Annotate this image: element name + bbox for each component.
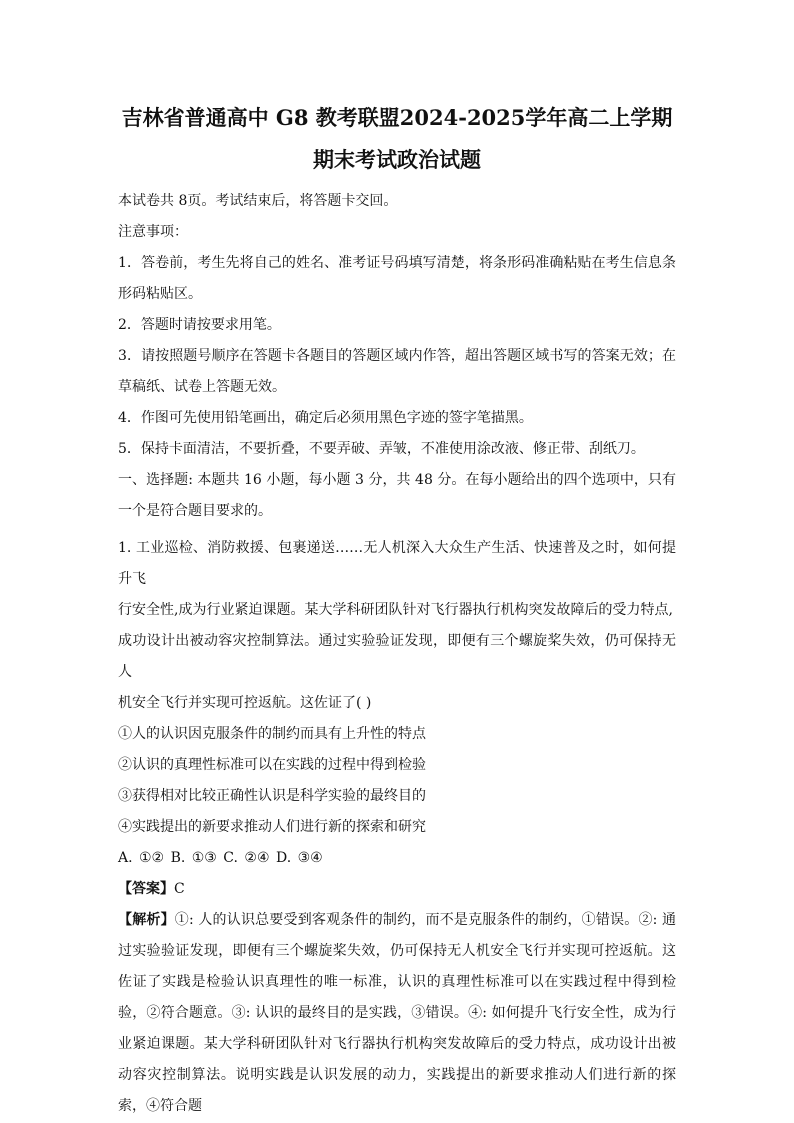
question-1-options: [118, 719, 676, 843]
answer-tag: 【答案】: [118, 881, 174, 897]
question-1-stem: [118, 533, 676, 719]
notice-item-1: 1．答卷前，考生先将自己的姓名、准考证号码填写清楚，将条形码准确粘贴在考生信息条形码粘贴区。: [118, 255, 676, 302]
title-line-2: 期末考试政治试题: [313, 147, 481, 172]
option-3: ③获得相对比较正确性认识是科学实验的最终目的: [118, 788, 426, 804]
notice-item-3: 3．请按照题号顺序在答题卡各题目的答题区域内作答，超出答题区域书写的答案无效；在草稿纸、试卷上答题无效。: [118, 348, 676, 395]
question-1-stem-line: 机安全飞行并实现可控返航。这佐证了( ): [118, 695, 372, 711]
answer-value: C: [174, 881, 185, 897]
notice-heading: 注意事项：: [118, 224, 188, 240]
answer-line: [118, 874, 676, 905]
analysis-tag: 【解析】: [118, 912, 175, 928]
analysis-text: ①: 人的认识总要受到客观条件的制约，而不是克服条件的制约，①错误。②: 通过实验验证发现，即便有三个螺旋桨失效，仍可保持无人机安全飞行并实现可控返航。这佐证了实践是检验认识真理性的唯一标准，认识的真理性标准可以在实践过程中得到检验，②符合题意。③: 认识的最终目的是实践，③错误。④: 如何提升飞行安全性，成为行业紧迫课题。某大学科研团队针对飞行器执行机构突发故障后的受力特点，成功设计出被动容灾控制算法。说明实践是认识发展的动力，实践提出的新要求推动人们进行新的探索，④符合题: [118, 912, 676, 1114]
question-1-stem-line: 成功设计出被动容灾控制算法。通过实验验证发现，即便有三个螺旋桨失效，仍可保持无人: [118, 633, 676, 680]
title-line-1: 吉林省普通高中 G8 教考联盟2024-2025学年高二上学期: [121, 105, 673, 130]
exam-instructions: [118, 186, 676, 465]
pages-note: 本试卷共 8页。考试结束后，将答题卡交回。: [118, 193, 398, 209]
document-title: [118, 100, 676, 178]
section-heading: 一、选择题: 本题共 16 小题，每小题 3 分，共 48 分。在每小题给出的四个选项中，只有一个是符合题目要求的。: [118, 472, 676, 519]
answer-choices: A. ①② B. ①③ C. ②④ D. ③④: [118, 850, 323, 866]
notice-item-2: 2．答题时请按要求用笔。: [118, 317, 281, 333]
question-1-stem-line: 1. 工业巡检、消防救援、包裹递送……无人机深入大众生产生活、快速普及之时，如何提升飞: [118, 540, 676, 587]
analysis-paragraph: [118, 905, 676, 1122]
notice-item-5: 5．保持卡面清洁，不要折叠，不要弄破、弄皱，不准使用涂改液、修正带、刮纸刀。: [118, 441, 645, 457]
question-1-stem-line: 行安全性,成为行业紧迫课题。某大学科研团队针对飞行器执行机构突发故障后的受力特点,: [118, 602, 673, 618]
option-4: ④实践提出的新要求推动人们进行新的探索和研究: [118, 819, 426, 835]
option-2: ②认识的真理性标准可以在实践的过程中得到检验: [118, 757, 426, 773]
option-1: ①人的认识因克服条件的制约而具有上升性的特点: [118, 726, 426, 742]
notice-item-4: 4．作图可先使用铅笔画出，确定后必须用黑色字迹的签字笔描黑。: [118, 410, 533, 426]
